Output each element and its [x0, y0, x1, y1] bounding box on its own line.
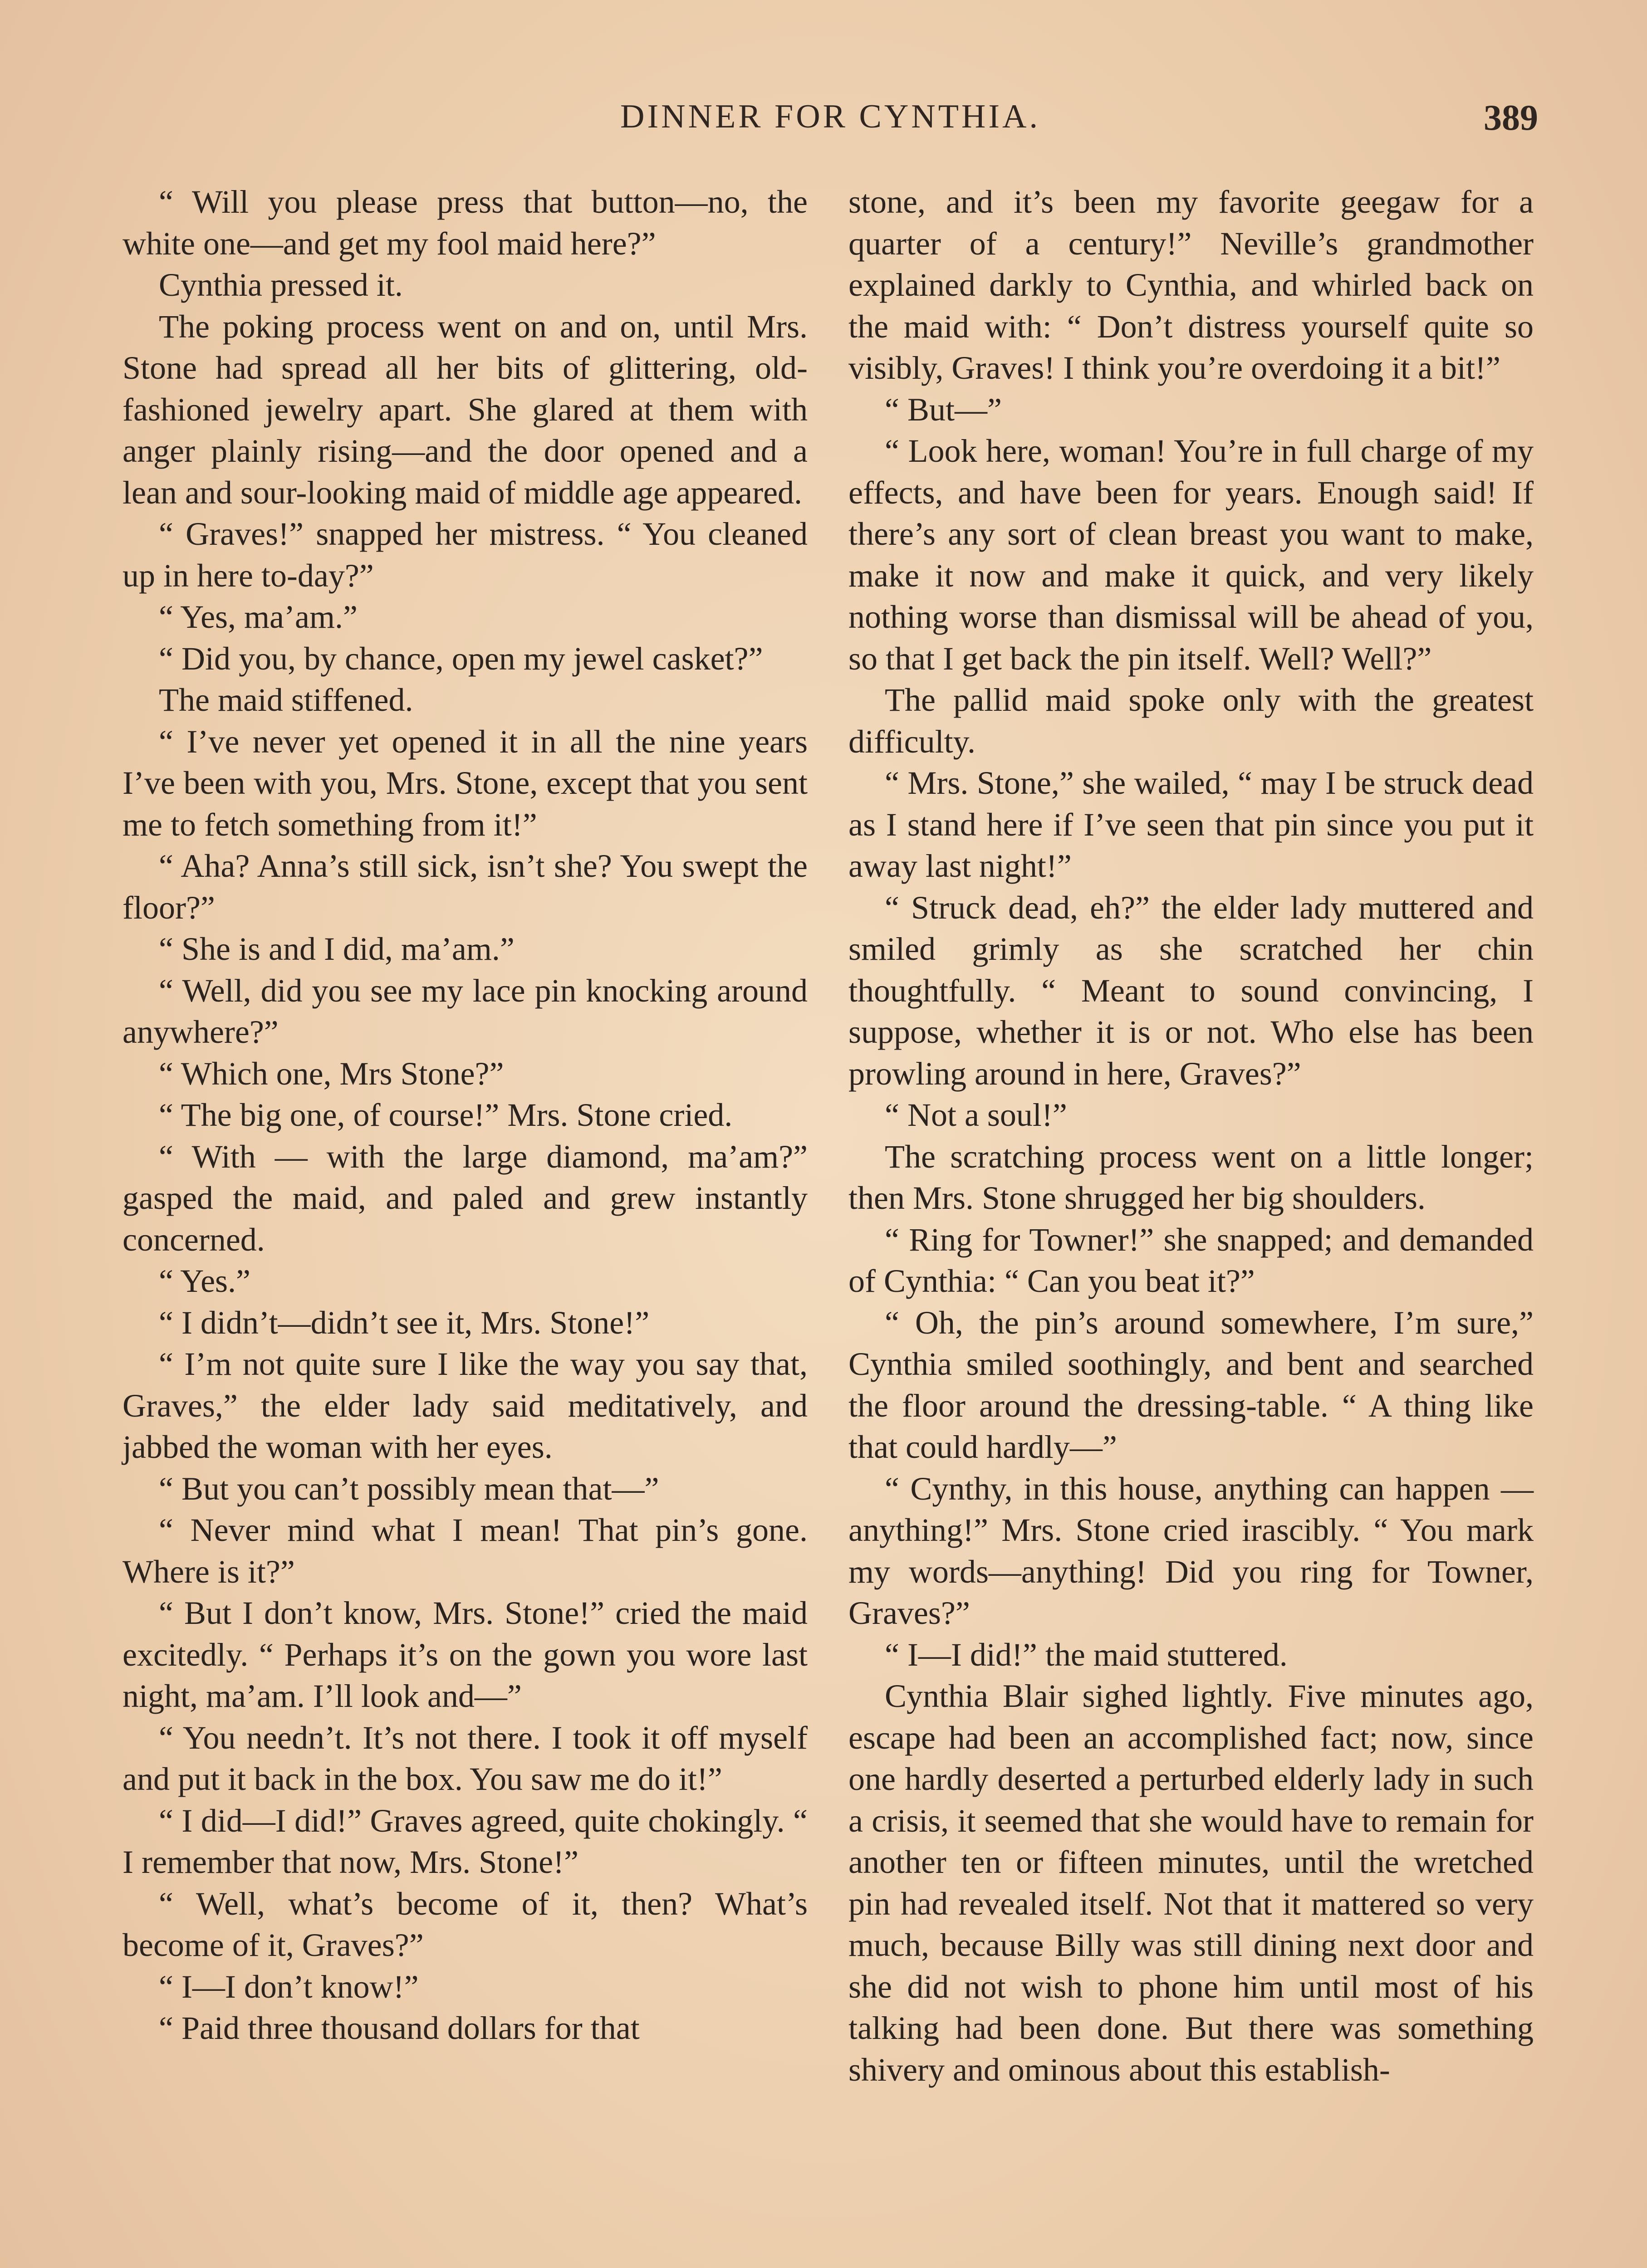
paragraph: “ Did you, by chance, open my jewel casket?”	[159, 640, 763, 677]
paragraph: stone, and it’s been my favorite geegaw for a quarter of a century!” Neville’s grandmother explained darkly to Cynthia, and whirled back on the maid with: “ Don’t distress yourself quite so visibly, Graves! I think you’re overdoing it a bit!”	[848, 184, 1534, 386]
paragraph: “ Struck dead, eh?” the elder lady muttered and smiled grimly as she scratched her chin thoughtfully. “ Meant to sound convincing, I suppose, whether it is or not. Who else has been prowling around in here, Graves?”	[848, 889, 1534, 1092]
paragraph: Cynthia pressed it.	[159, 267, 403, 303]
paragraph: “ Not a soul!”	[885, 1097, 1067, 1133]
paragraph: “ Paid three thousand dollars for that	[159, 2010, 640, 2046]
paragraph: “ I’m not quite sure I like the way you say that, Graves,” the elder lady said meditatively, and jabbed the woman with her eyes.	[123, 1346, 808, 1465]
paragraph: The maid stiffened.	[159, 682, 413, 718]
paragraph: “ The big one, of course!” Mrs. Stone cried.	[159, 1097, 733, 1133]
paragraph: “ I didn’t—didn’t see it, Mrs. Stone!”	[159, 1304, 650, 1341]
right-column	[848, 181, 1534, 2091]
paragraph: “ She is and I did, ma’am.”	[159, 931, 515, 967]
paragraph: “ Yes.”	[159, 1263, 251, 1299]
paragraph: The pallid maid spoke only with the greatest difficulty.	[848, 682, 1534, 760]
paragraph: “ Ring for Towner!” she snapped; and demanded of Cynthia: “ Can you beat it?”	[848, 1221, 1534, 1299]
paragraph: “ You needn’t. It’s not there. I took it off myself and put it back in the box. You saw me do it!”	[123, 1719, 808, 1797]
paragraph: “ Never mind what I mean! That pin’s gone. Where is it?”	[123, 1512, 808, 1590]
page-number: 389	[1484, 98, 1538, 138]
paragraph: “ With — with the large diamond, ma’am?” gasped the maid, and paled and grew instantly concerned.	[123, 1138, 808, 1258]
paragraph: “ I—I don’t know!”	[159, 1968, 419, 2005]
paragraph: “ I did—I did!” Graves agreed, quite chokingly. “ I remember that now, Mrs. Stone!”	[123, 1802, 808, 1880]
paragraph: “ Mrs. Stone,” she wailed, “ may I be struck dead as I stand here if I’ve seen that pin since you put it away last night!”	[848, 765, 1534, 884]
page-header	[123, 98, 1538, 152]
paragraph: “ But—”	[885, 391, 1002, 428]
paragraph: “ I’ve never yet opened it in all the nine years I’ve been with you, Mrs. Stone, except that you sent me to fetch something from it!”	[123, 723, 808, 843]
paragraph: “ Well, did you see my lace pin knocking around anywhere?”	[123, 972, 808, 1050]
paragraph: The poking process went on and on, until Mrs. Stone had spread all her bits of glittering, old-fashioned jewelry apart. She glared at them with anger plainly rising—and the door opened and a lean and sour-looking maid of middle age appeared.	[123, 308, 808, 511]
left-column	[123, 181, 808, 2049]
paragraph: “ Which one, Mrs Stone?”	[159, 1055, 504, 1092]
paragraph: “ Oh, the pin’s around somewhere, I’m sure,” Cynthia smiled soothingly, and bent and searched the floor around the dressing-table. “ A thing like that could hardly—”	[848, 1304, 1534, 1465]
paragraph: “ But I don’t know, Mrs. Stone!” cried the maid excitedly. “ Perhaps it’s on the gown you wore last night, ma’am. I’ll look and—”	[123, 1595, 808, 1714]
paragraph: “ Cynthy, in this house, anything can happen — anything!” Mrs. Stone cried irascibly. “ You mark my words—anything! Did you ring for Towner, Graves?”	[848, 1470, 1534, 1631]
paragraph: “ Look here, woman! You’re in full charge of my effects, and have been for years. Enough said! If there’s any sort of clean breast you want to make, make it now and make it quick, and very likely nothing worse than dismissal will be ahead of you, so that I get back the pin itself. Well? Well?”	[848, 433, 1534, 677]
paragraph: “ Well, what’s become of it, then? What’s become of it, Graves?”	[123, 1885, 808, 1963]
running-title: DINNER FOR CYNTHIA.	[620, 98, 1040, 135]
paragraph: “ But you can’t possibly mean that—”	[159, 1470, 659, 1507]
paragraph: “ Will you please press that button—no, the white one—and get my fool maid here?”	[123, 184, 808, 262]
paragraph: “ Aha? Anna’s still sick, isn’t she? You swept the floor?”	[123, 848, 808, 926]
paragraph: “ Yes, ma’am.”	[159, 599, 358, 635]
paragraph: “ Graves!” snapped her mistress. “ You cleaned up in here to-day?”	[123, 516, 808, 594]
paragraph: The scratching process went on a little longer; then Mrs. Stone shrugged her big shoulders.	[848, 1138, 1534, 1216]
paragraph: “ I—I did!” the maid stuttered.	[885, 1636, 1288, 1673]
paragraph: Cynthia Blair sighed lightly. Five minutes ago, escape had been an accomplished fact; now, since one hardly deserted a perturbed elderly lady in such a crisis, it seemed that she would have to remain for another ten or fifteen minutes, until the wretched pin had revealed itself. Not that it mattered so very much, because Billy was still dining next door and she did not wish to phone him until most of his talking had been done. But there was something shivery and ominous about this establish-	[848, 1678, 1534, 2088]
